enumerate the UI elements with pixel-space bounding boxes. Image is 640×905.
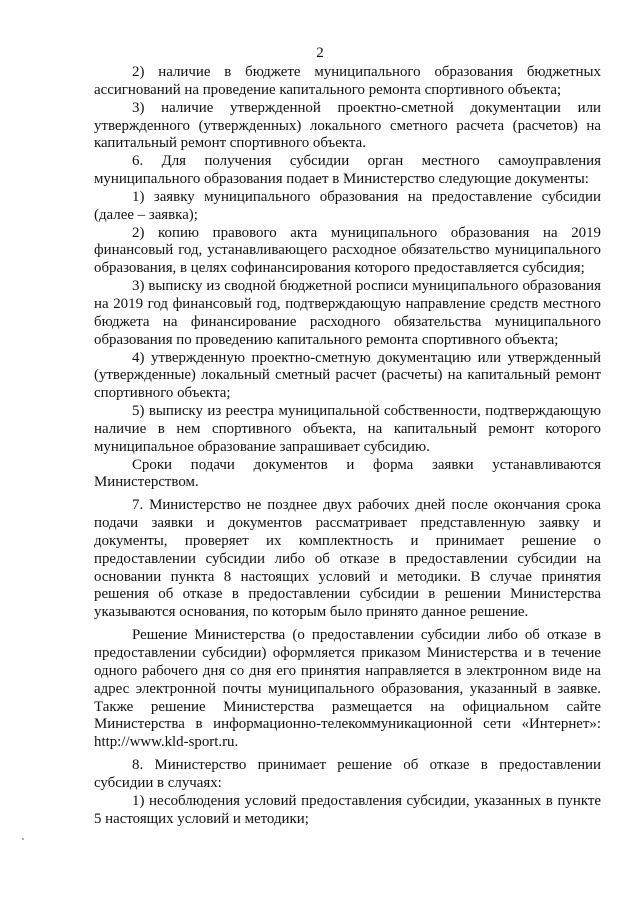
- paragraph-item-7-review: 7. Министерство не позднее двух рабочих дней после окончания срока подачи заявки и документов рассматривает представленную заявку и документы, проверяет их комплектность и принимает решение о предоставлении субсидии либо об отказе в предоставлении субсидии на основании пункта 8 настоящих условий и методики. В случае принятия решения об отказе в предоставлении субсидии в решении Министерства указываются основания, по которым было принято данное решение.: [94, 497, 601, 621]
- scan-artifact-dot: [22, 838, 24, 840]
- paragraph-legal-act-copy: 2) копию правового акта муниципального образования на 2019 финансовый год, устанавливающего расходное обязательство муниципального образования, в целях софинансирования которого предоставляется субсидия;: [94, 224, 601, 277]
- paragraph-estimate-documentation: 3) наличие утвержденной проектно-сметной документации или утвержденного (утвержденных) локального сметного расчета (расчетов) на капитальный ремонт спортивного объекта.: [94, 99, 601, 152]
- paragraph-item-8-refusal: 8. Министерство принимает решение об отказе в предоставлении субсидии в случаях:: [94, 757, 601, 791]
- paragraph-item-6-documents: 6. Для получения субсидии орган местного самоуправления муниципального образования подает в Министерство следующие документы:: [94, 153, 601, 188]
- document-body: [94, 64, 601, 828]
- paragraph-deadlines: Сроки подачи документов и форма заявки устанавливаются Министерством.: [94, 456, 601, 491]
- paragraph-budget-extract: 3) выписку из сводной бюджетной росписи муниципального образования на 2019 год финансовый год, подтверждающую направление средств местного бюджета на финансирование расходного обязательства муниципального образования по проведению капитального ремонта спортивного объекта;: [94, 278, 601, 348]
- paragraph-ministry-decision: Решение Министерства (о предоставлении субсидии либо об отказе в предоставлении субсидии) оформляется приказом Министерства и в течение одного рабочего дня со дня его принятия направляется в электронном виде на адрес электронной почты муниципального образования, указанный в заявке. Также решение Министерства размещается на официальном сайте Министерства в информационно-телекоммуникационной сети «Интернет»: http://www.kld-sport.ru.: [94, 627, 601, 751]
- page-number: 2: [316, 45, 324, 61]
- paragraph-property-registry-extract: 5) выписку из реестра муниципальной собственности, подтверждающую наличие в нем спортивного объекта, на капитальный ремонт которого муниципальное образование запрашивает субсидию.: [94, 403, 601, 455]
- paragraph-budget-availability: 2) наличие в бюджете муниципального образования бюджетных ассигнований на проведение капитального ремонта спортивного объекта;: [94, 64, 601, 98]
- paragraph-refusal-reason-1: 1) несоблюдения условий предоставления субсидии, указанных в пункте 5 настоящих условий и методики;: [94, 792, 601, 827]
- paragraph-application: 1) заявку муниципального образования на предоставление субсидии (далее – заявка);: [94, 188, 601, 223]
- paragraph-approved-estimates: 4) утвержденную проектно-сметную документацию или утвержденный (утвержденные) локальный сметный расчет (расчеты) на капитальный ремонт спортивного объекта;: [94, 349, 601, 402]
